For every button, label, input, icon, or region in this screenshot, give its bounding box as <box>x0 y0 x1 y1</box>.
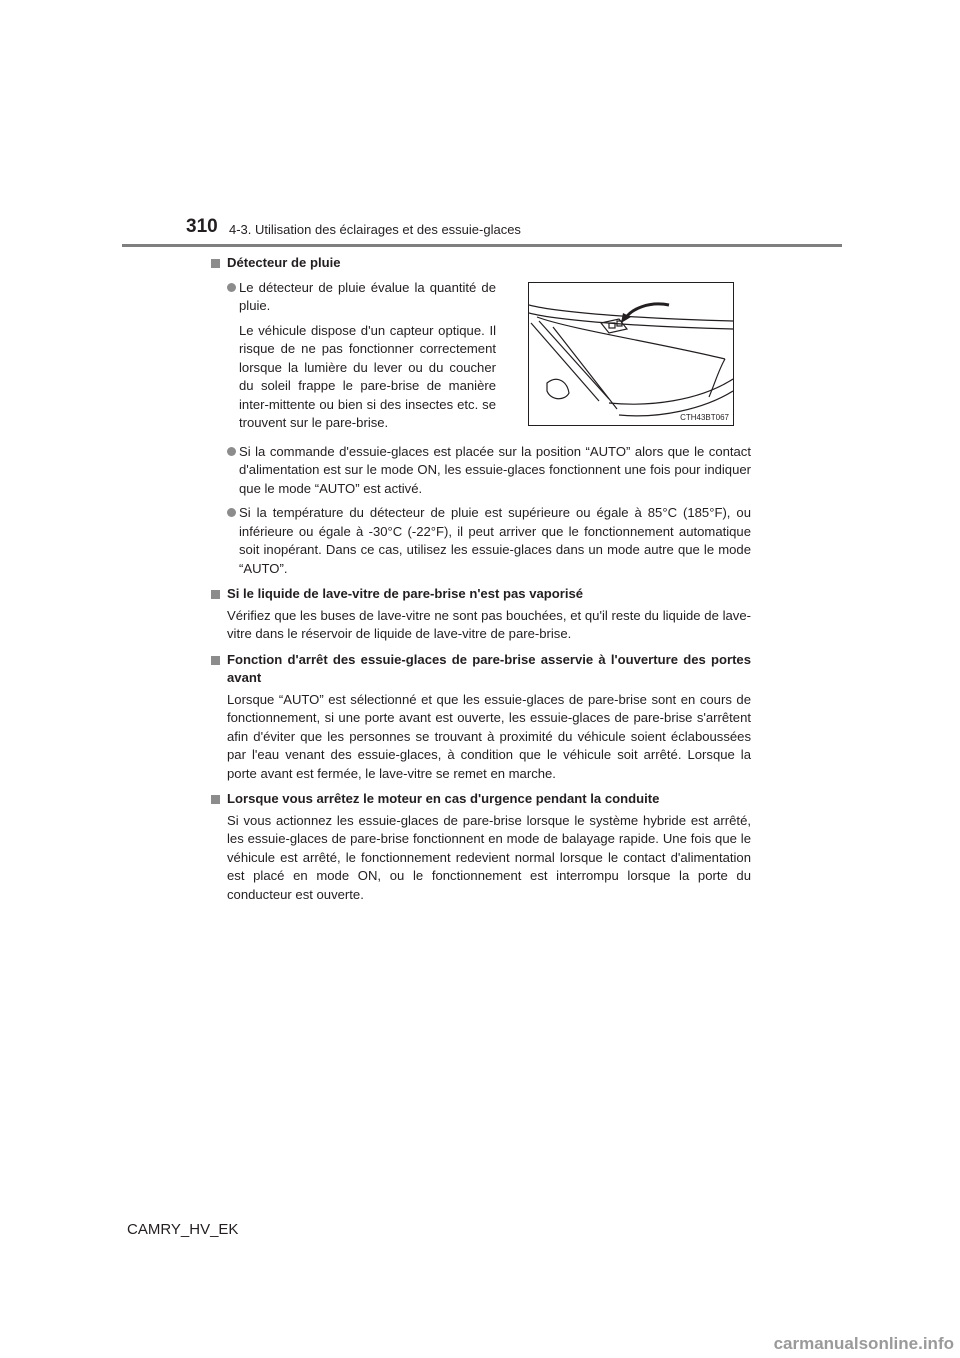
emergency-section <box>211 790 751 904</box>
heading-text: Fonction d'arrêt des essuie-glaces de pare-brise asservie à l'ouverture des portes avant <box>227 651 751 685</box>
rain-sensor-section <box>211 254 751 578</box>
intro-block <box>211 279 496 433</box>
footer-model: CAMRY_HV_EK <box>127 1221 239 1238</box>
door-stop-section <box>211 651 751 784</box>
square-bullet-icon <box>211 656 220 665</box>
content <box>211 254 751 904</box>
section-title: 4-3. Utilisation des éclairages et des essuie-glaces <box>229 222 521 237</box>
heading-text: Lorsque vous arrêtez le moteur en cas d'urgence pendant la conduite <box>227 791 660 806</box>
figure-code: CTH43BT067 <box>680 413 729 422</box>
header-rule <box>122 244 842 247</box>
washer-heading <box>211 585 751 604</box>
bullet-text: Si la commande d'essuie-glaces est placée sur la position “AUTO” alors que le contact d'alimentation est sur le mode ON, les essuie-glaces fonctionnent une fois pour indiquer que le mode “AUTO” est activé. <box>239 443 751 496</box>
page-number: 310 <box>186 216 218 237</box>
bullet-item <box>211 504 751 578</box>
bullet-text: Le détecteur de pluie évalue la quantité de pluie. <box>239 279 496 313</box>
rain-sensor-heading <box>211 254 751 273</box>
square-bullet-icon <box>211 590 220 599</box>
heading-text: Si le liquide de lave-vitre de pare-brise n'est pas vaporisé <box>227 586 584 601</box>
watermark: carmanualsonline.info <box>773 1334 954 1353</box>
bullet-subtext: Le véhicule dispose d'un capteur optique. Il risque de ne pas fonctionner correctement lorsque la lumière du lever ou du coucher du soleil frappe le pare-brise de manière inter-mittente ou bien si des insectes etc. se trouvent sur le pare-brise. <box>239 322 496 430</box>
bullet-text: Si la température du détecteur de pluie est supérieure ou égale à 85°C (185°F), ou inférieure ou égale à -30°C (-22°F), il peut arriver que le fonctionnement automatique soit inopérant. Dans ce cas, utilisez les essuie-glaces dans un mode autre que le mode “AUTO”. <box>239 505 751 576</box>
square-bullet-icon <box>211 795 220 804</box>
washer-section <box>211 585 751 644</box>
emergency-heading <box>211 790 751 809</box>
circle-bullet-icon <box>227 508 236 517</box>
washer-body: Vérifiez que les buses de lave-vitre ne sont pas bouchées, et qu'il reste du liquide de lave-vitre dans le réservoir de liquide de lave-vitre de pare-brise. <box>227 607 751 641</box>
door-stop-body: Lorsque “AUTO” est sélectionné et que les essuie-glaces de pare-brise sont en cours de fonctionnement, si une porte avant est ouverte, les essuie-glaces de pare-brise s'arrêtent afin d'éviter que les personnes se trouvant à proximité du véhicule soient éclaboussées par l'eau venant des essuie-glaces, à condition que le véhicule soit arrêté. Lorsque la porte avant est fermée, le lave-vitre se remet en marche. <box>227 691 751 781</box>
bullet-item <box>211 279 496 316</box>
circle-bullet-icon <box>227 283 236 292</box>
emergency-body: Si vous actionnez les essuie-glaces de pare-brise lorsque le système hybride est arrêté, les essuie-glaces de pare-brise fonctionnent en mode de balayage rapide. Une fois que le véhicule est arrêté, le fonctionnement redevient normal lorsque le contact d'alimentation est placé en mode ON, ou le fonctionnement est interrompu lorsque la porte du conducteur est ouverte. <box>227 812 751 902</box>
bullet-item <box>211 443 751 499</box>
door-stop-heading <box>211 651 751 688</box>
square-bullet-icon <box>211 259 220 268</box>
heading-text: Détecteur de pluie <box>227 255 341 270</box>
circle-bullet-icon <box>227 447 236 456</box>
